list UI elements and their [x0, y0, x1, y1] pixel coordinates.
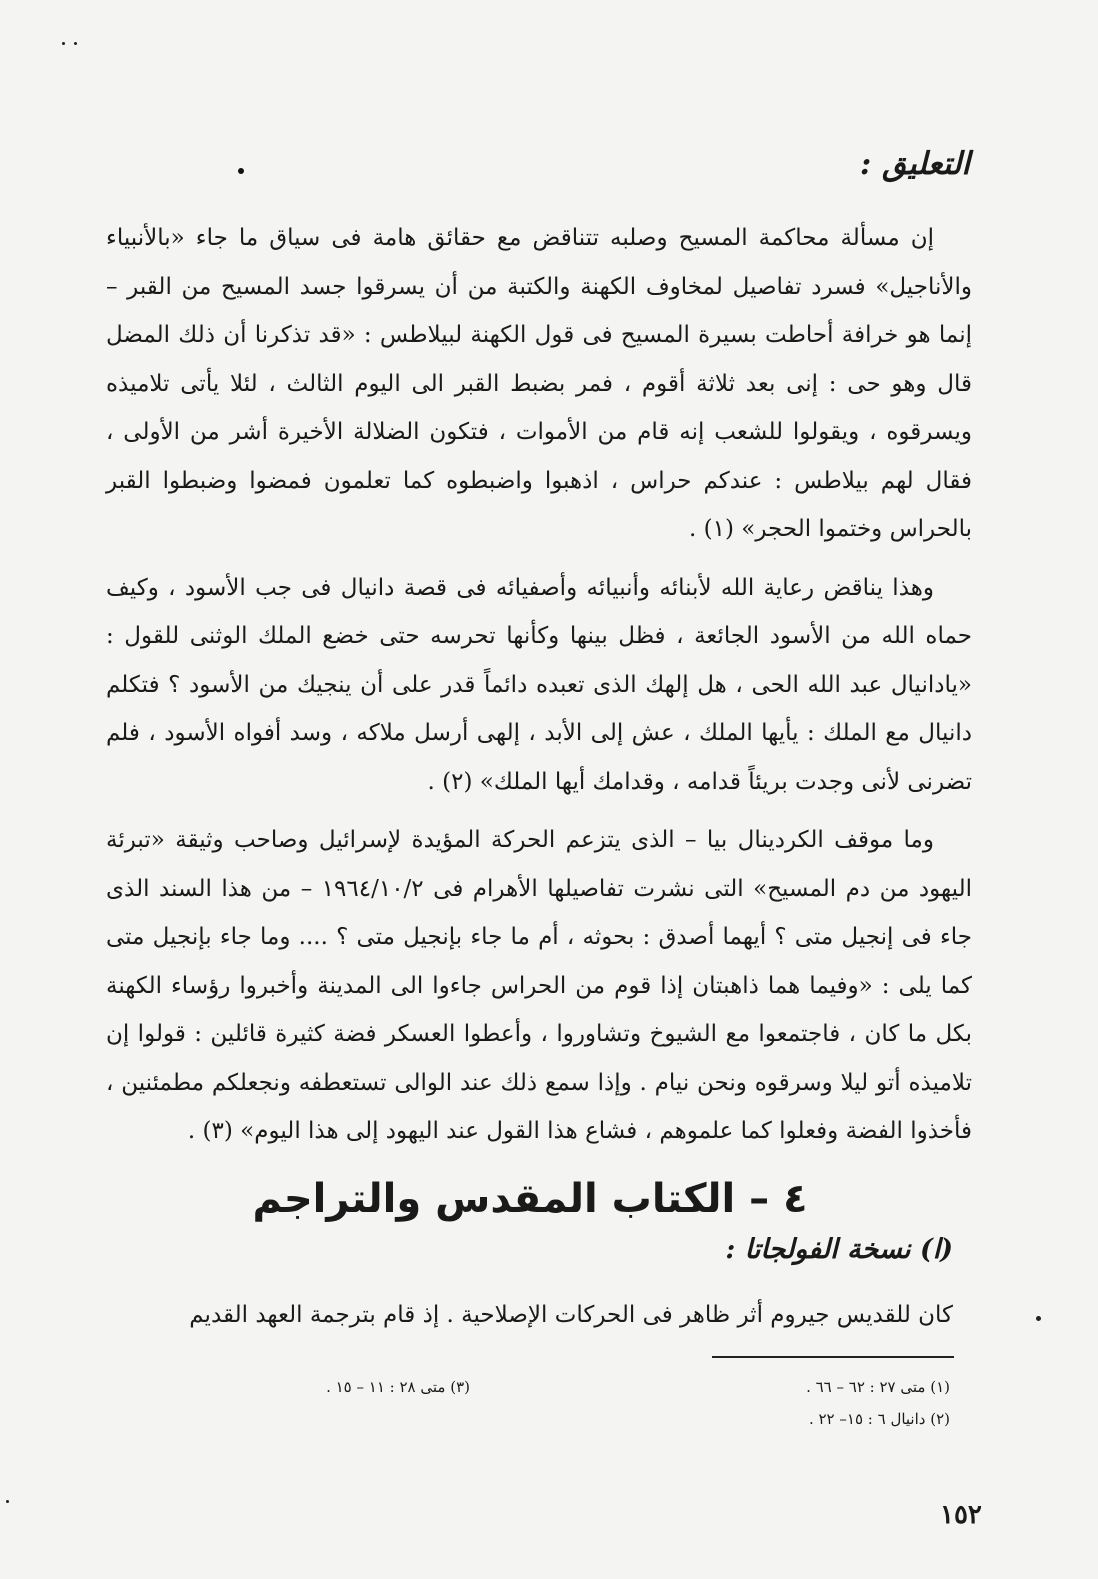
body-text — [106, 214, 972, 1166]
footnote: (١) متى ٢٧ : ٦٢ – ٦٦ . — [806, 1378, 950, 1396]
scan-speck — [62, 42, 65, 45]
paragraph: وهذا يناقض رعاية الله لأبنائه وأنبيائه وأصفيائه فى قصة دانيال فى جب الأسود ، وكيف حماه الله من الأسود الجائعة ، فظل بينها وكأنها تحرسه حتى خضع الملك الوثنى للقول : «يادانيال عبد الله الحى ، هل إلهك الذى تعبده دائماً قدر على أن ينجيك من الأسود ؟ فتكلم دانيال مع الملك : يأيها الملك ، عش إلى الأبد ، إلهى أرسل ملاكه ، وسد أفواه الأسود ، فلم تضرنى لأنى وجدت بريئاً قدامه ، وقدامك أيها الملك» (٢) . — [106, 574, 972, 795]
sub-heading: (ا) نسخة الفولجاتا : — [725, 1234, 953, 1265]
footnote: (٢) دانيال ٦ : ١٥– ٢٢ . — [808, 1410, 950, 1428]
page-number: ١٥٢ — [940, 1500, 982, 1530]
scan-speck — [74, 42, 77, 45]
scan-speck — [1036, 1316, 1041, 1321]
footnote-divider — [712, 1356, 954, 1358]
footnote: (٣) متى ٢٨ : ١١ – ١٥ . — [326, 1378, 470, 1396]
scan-speck — [238, 168, 244, 174]
section-title: ٤ – الكتاب المقدس والتراجم — [252, 1176, 808, 1222]
paragraph: كان للقديس جيروم أثر ظاهر فى الحركات الإصلاحية . إذ قام بترجمة العهد القديم — [189, 1302, 953, 1328]
commentary-heading: التعليق : — [859, 146, 970, 182]
scan-speck — [6, 1500, 9, 1503]
paragraph: وما موقف الكردينال بيا – الذى يتزعم الحركة المؤيدة لإسرائيل وصاحب وثيقة «تبرئة اليهود من دم المسيح» التى نشرت تفاصيلها الأهرام فى ١٩٦٤/١٠/٢ – من هذا السند الذى جاء فى إنجيل متى ؟ أيهما أصدق : بحوثه ، أم ما جاء بإنجيل متى ؟ .... وما جاء بإنجيل متى كما يلى : «وفيما هما ذاهبتان إذا قوم من الحراس جاءوا الى المدينة وأخبروا رؤساء الكهنة بكل ما كان ، فاجتمعوا مع الشيوخ وتشاوروا ، وأعطوا العسكر فضة كثيرة قائلين : قولوا إن تلاميذه أتو ليلا وسرقوه ونحن نيام . وإذا سمع ذلك عند الوالى تستعطفه ونجعلكم مطمئنين ، فأخذوا الفضة وفعلوا كما علموهم ، فشاع هذا القول عند اليهود إلى هذا اليوم» (٣) . — [106, 827, 972, 1144]
paragraph: إن مسألة محاكمة المسيح وصلبه تتناقض مع حقائق هامة فى سياق ما جاء «بالأنبياء والأناجيل» فسرد تفاصيل لمخاوف الكهنة والكتبة من أن يسرقوا جسد المسيح من القبر – إنما هو خرافة أحاطت بسيرة المسيح فى قول الكهنة لبيلاطس : «قد تذكرنا أن ذلك المضل قال وهو حى : إنى بعد ثلاثة أقوم ، فمر بضبط القبر الى اليوم الثالث ، لئلا يأتى تلاميذه ويسرقوه ، ويقولوا للشعب إنه قام من الأموات ، فتكون الضلالة الأخيرة أشر من الأولى ، فقال لهم بيلاطس : عندكم حراس ، اذهبوا واضبطوه كما تعلمون فمضوا وضبطوا القبر بالحراس وختموا الحجر» (١) . — [106, 225, 972, 542]
